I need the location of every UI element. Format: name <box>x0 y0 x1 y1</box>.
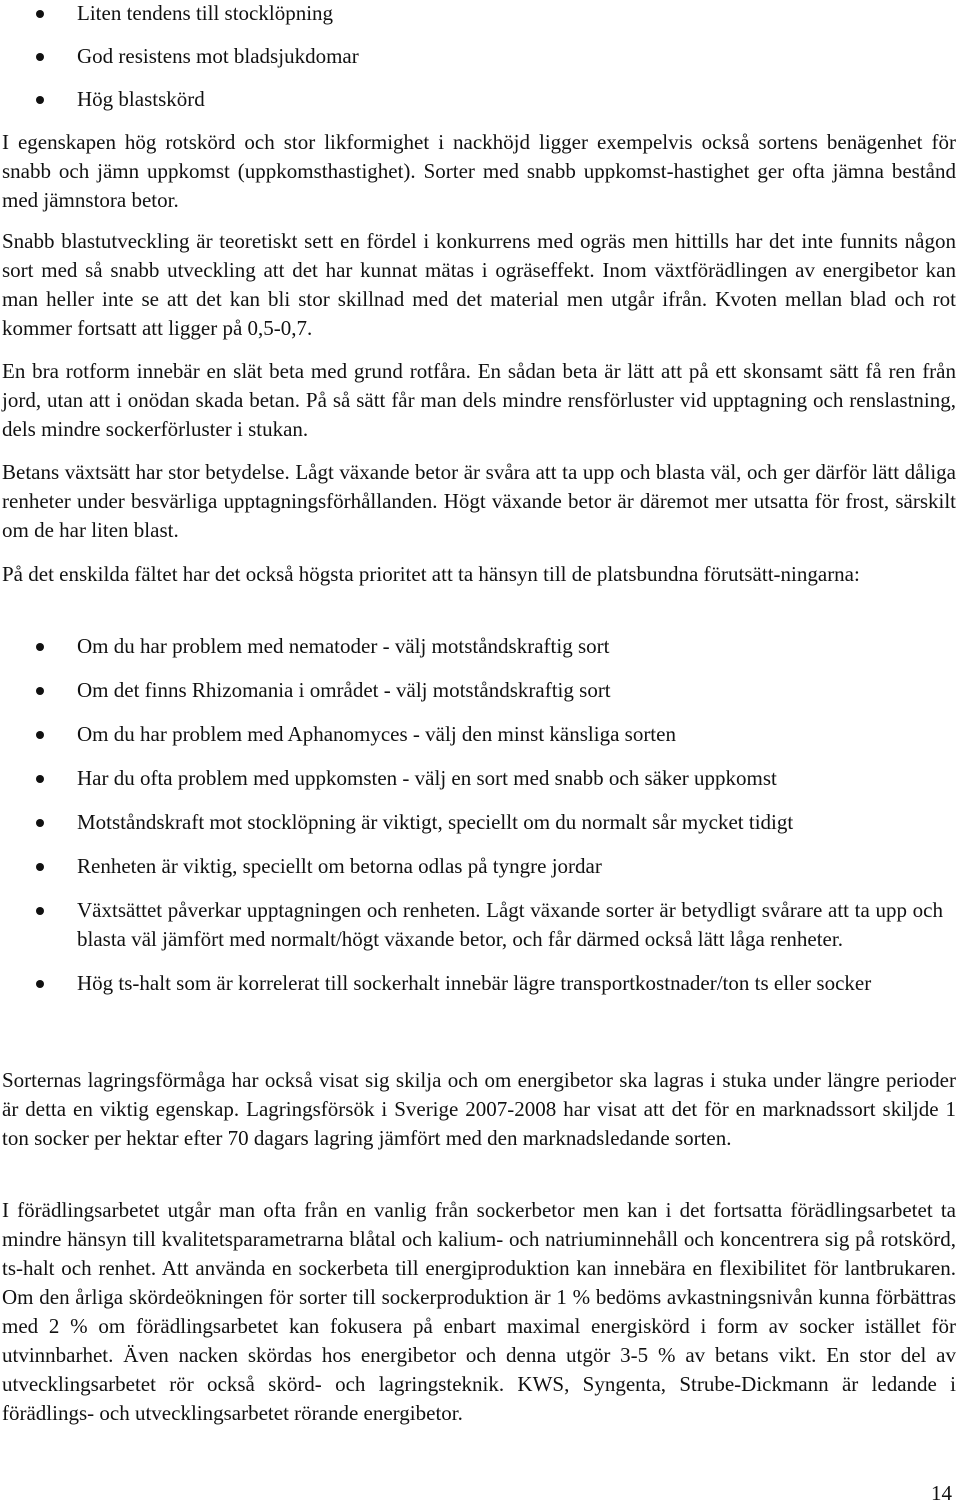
considerations-bullet-list <box>0 632 960 998</box>
bullet-icon <box>36 10 44 18</box>
list-item-text: Växtsättet påverkar upptagningen och renheten. Lågt växande sorter är betydligt svårare att ta upp och blasta väl jämfört med normalt/högt växande betor, och får därmed också lätt låga renheter. <box>77 898 943 951</box>
paragraph: På det enskilda fältet har det också högsta prioritet att ta hänsyn till de platsbundna förutsätt-ningarna: <box>2 562 860 586</box>
list-item-text: Liten tendens till stocklöpning <box>77 1 334 25</box>
page-number: 14 <box>931 1481 952 1505</box>
list-item-text: Motståndskraft mot stocklöpning är viktigt, speciellt om du normalt sår mycket tidigt <box>77 810 794 834</box>
bullet-icon <box>36 819 44 827</box>
bullet-icon <box>36 731 44 739</box>
bullet-icon <box>36 53 44 61</box>
list-item <box>0 676 943 705</box>
list-item-text: Om du har problem med Aphanomyces - välj den minst känsliga sorten <box>77 722 676 746</box>
paragraph: En bra rotform innebär en slät beta med grund rotfåra. En sådan beta är lätt att på ett skonsamt sätt få ren från jord, utan att i onödan skada betan. På så sätt får man dels mindre rensförluster vid upptagning och renslastning, dels mindre sockerförluster i stukan. <box>2 359 956 441</box>
list-item <box>0 42 943 71</box>
paragraph: I förädlingsarbetet utgår man ofta från en vanlig från sockerbetor men kan i det fortsatta förädlingsarbetet ta mindre hänsyn till kvalitetsparametrarna blåtal och kalium- och natriuminnehåll och koncentrera sig på rotskörd, ts-halt och renhet. Att använda en sockerbeta till energiproduktion kan innebära en flexibilitet för lantbrukaren. Om den årliga skördeökningen för sorter till sockerproduktion är 1 % bedöms avkastningsnivån kunna förbättras med 2 % om förädlingsarbetet kan fokusera på enbart maximal energiskörd i form av socker istället för utvinnbarhet. Även nacken skördas hos energibetor och denna utgör 3-5 % av betans vikt. En stor del av utvecklingsarbetet rör också skörd- och lagringsteknik. KWS, Syngenta, Strube-Dickmann är ledande i förädlings- och utvecklingsarbetet rörande energibetor. <box>2 1198 956 1425</box>
list-item <box>0 808 943 837</box>
paragraph: I egenskapen hög rotskörd och stor likformighet i nackhöjd ligger exempelvis också sortens benägenhet för snabb och jämn uppkomst (uppkomsthastighet). Sorter med snabb uppkomst-hastighet ger ofta jämna bestånd med jämnstora betor. <box>2 130 956 212</box>
list-item <box>0 720 943 749</box>
paragraph: Sorternas lagringsförmåga har också visat sig skilja och om energibetor ska lagras i stuka under längre perioder är detta en viktig egenskap. Lagringsförsök i Sverige 2007-2008 har visat att det för en marknadssort skiljde 1 ton socker per hektar efter 70 dagars lagring jämfört med den marknadsledande sorten. <box>2 1068 956 1150</box>
list-item <box>0 85 943 114</box>
bullet-icon <box>36 643 44 651</box>
paragraph: Betans växtsätt har stor betydelse. Lågt växande betor är svåra att ta upp och blasta väl, och ger därför lätt dåliga renheter under besvärliga upptagningsförhållanden. Högt växande betor är däremot mer utsatta för frost, särskilt om de har liten blast. <box>2 460 956 542</box>
list-item <box>0 896 943 954</box>
bullet-icon <box>36 96 44 104</box>
list-item <box>0 632 943 661</box>
list-item-text: Om du har problem med nematoder - välj motståndskraftig sort <box>77 634 610 658</box>
list-item <box>0 852 943 881</box>
list-item-text: Om det finns Rhizomania i området - välj motståndskraftig sort <box>77 678 611 702</box>
list-item-text: Hög ts-halt som är korrelerat till sockerhalt innebär lägre transportkostnader/ton ts eller socker <box>77 971 872 995</box>
list-item <box>0 764 943 793</box>
bullet-icon <box>36 863 44 871</box>
bullet-icon <box>36 980 44 988</box>
list-item-text: Hög blastskörd <box>77 87 205 111</box>
bullet-icon <box>36 775 44 783</box>
top-bullet-list <box>0 0 960 114</box>
paragraph: Snabb blastutveckling är teoretiskt sett en fördel i konkurrens med ogräs men hittills har det inte funnits någon sort med så snabb utveckling att det har kunnat mätas i ogräseffekt. Inom växtförädlingen av energibetor kan man heller inte se att det kan bli stor skillnad med det material men utgår ifrån. Kvoten mellan blad och rot kommer fortsatt att ligger på 0,5-0,7. <box>2 229 956 340</box>
bullet-icon <box>36 687 44 695</box>
list-item-text: God resistens mot bladsjukdomar <box>77 44 359 68</box>
list-item-text: Renheten är viktig, speciellt om betorna odlas på tyngre jordar <box>77 854 602 878</box>
list-item <box>0 969 943 998</box>
list-item-text: Har du ofta problem med uppkomsten - välj en sort med snabb och säker uppkomst <box>77 766 777 790</box>
list-item <box>0 0 943 28</box>
bullet-icon <box>36 907 44 915</box>
